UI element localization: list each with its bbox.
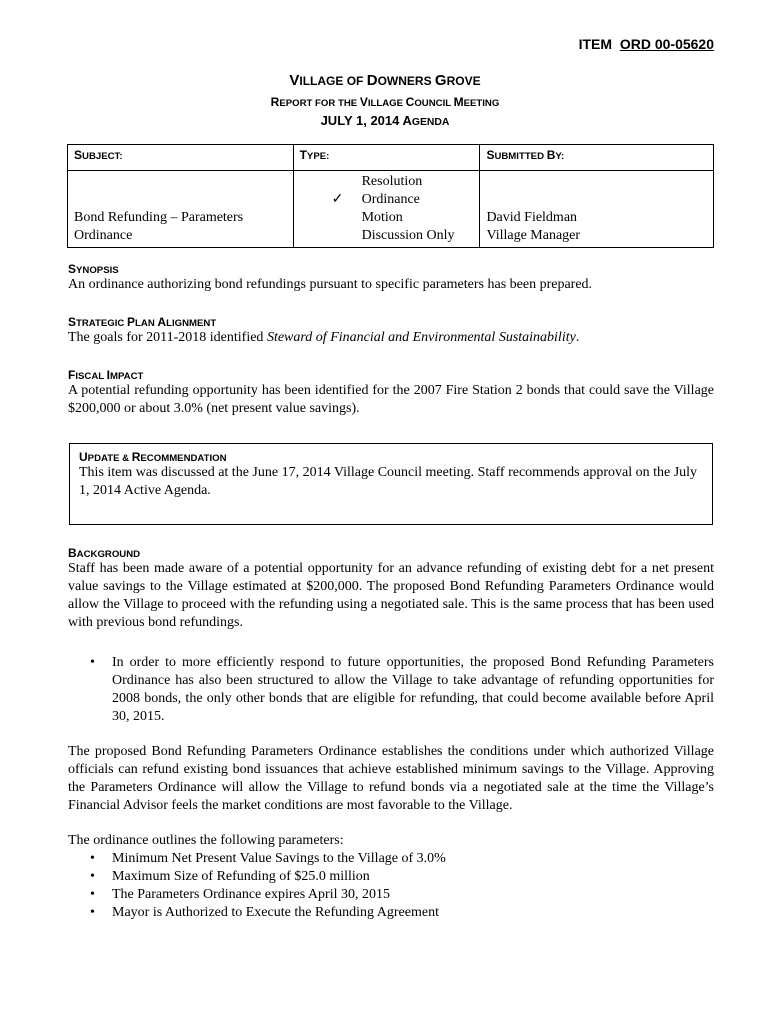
item-prefix: ITEM [578, 36, 613, 52]
background-bullet-1: • In order to more efficiently respond to future opportunities, the proposed Bond Refunding Parameters Ordinance has also been structured to allow the Village to take advantage of refunding opportunities for 2008 bonds, the only other bonds that are eligible for refunding, that could become available before April 30, 2015. [90, 654, 714, 726]
subject-cell [68, 171, 294, 248]
type-header: TYPE: [293, 145, 480, 171]
strategic-plan-title: STRATEGIC PLAN ALIGNMENT [68, 315, 217, 329]
submitted-by-header: SUBMITTED BY: [480, 145, 714, 171]
fiscal-impact-section [68, 368, 714, 418]
subject-line-2: Ordinance [74, 228, 133, 243]
info-table [67, 144, 714, 248]
type-cell [293, 171, 480, 248]
synopsis-text: An ordinance authorizing bond refundings pursuant to specific parameters has been prepared. [68, 277, 593, 292]
submitter-name: David Fieldman [486, 210, 578, 225]
strategic-plan-text: The goals for 2011-2018 identified Steward of Financial and Environmental Sustainability. [68, 330, 580, 345]
parameter-item: • Maximum Size of Refunding of $25.0 million [90, 868, 714, 886]
update-recommendation-title: UPDATE & RECOMMENDATION [79, 450, 227, 464]
background-paragraph-2: The proposed Bond Refunding Parameters Ordinance establishes the conditions under which authorized Village officials can refund existing bond issuances that achieve established minimum savings to the Village. Approving the Parameters Ordinance will allow the Village to refund bonds via a negotiated sale at the time the Village’s Financial Advisor feels the market conditions are most favorable to the Village. [68, 744, 714, 813]
synopsis-title: SYNOPSIS [68, 262, 119, 276]
info-table-header-row [68, 145, 714, 171]
submitted-by-cell [480, 171, 714, 248]
header-village-name: VILLAGE OF DOWNERS GROVE [289, 72, 481, 89]
background-section [68, 546, 714, 632]
item-code: ORD 00-05620 [619, 36, 714, 52]
parameters-list [90, 850, 714, 922]
parameter-item: • Minimum Net Present Value Savings to the Village of 3.0% [90, 850, 714, 868]
subject-header: SUBJECT: [68, 145, 294, 171]
type-option-ordinance: Ordinance [361, 192, 420, 207]
update-recommendation-text: This item was discussed at the June 17, 2014 Village Council meeting. Staff recommends approval on the July 1, 2014 Active Agenda. [79, 465, 698, 498]
fiscal-impact-text: A potential refunding opportunity has been identified for the 2007 Fire Station 2 bonds that could save the Village $200,000 or about 3.0% (net present value savings). [68, 383, 714, 416]
info-table-body-row [68, 171, 714, 248]
type-option-resolution: Resolution [361, 174, 423, 189]
parameter-item: • The Parameters Ordinance expires April 30, 2015 [90, 886, 714, 904]
header-agenda-date: JULY 1, 2014 AGENDA [320, 113, 450, 128]
type-option-motion: Motion [361, 210, 403, 225]
header-report-title: REPORT FOR THE VILLAGE COUNCIL MEETING [270, 95, 500, 109]
type-options [300, 173, 474, 245]
parameter-item: • Mayor is Authorized to Execute the Refunding Agreement [90, 904, 714, 922]
parameters-intro: The ordinance outlines the following parameters: [68, 833, 344, 848]
subject-line-1: Bond Refunding – Parameters [74, 210, 244, 225]
strategic-plan-section [68, 315, 714, 347]
type-option-discussion-only: Discussion Only [361, 228, 455, 243]
item-number [0, 36, 714, 52]
background-paragraph-1: Staff has been made aware of a potential opportunity for an advance refunding of existing debt for a net present value savings to the Village estimated at $200,000. The proposed Bond Refunding Parameters Ordinance would allow the Village to proceed with the refunding using a negotiated sale. This is the same process that has been used with previous bond refundings. [68, 561, 714, 630]
background-title: BACKGROUND [68, 546, 141, 560]
checkmark-icon: ✓ [331, 192, 344, 207]
background-bullet-list [90, 654, 714, 726]
synopsis-section [68, 262, 714, 294]
fiscal-impact-title: FISCAL IMPACT [68, 368, 144, 382]
submitter-title: Village Manager [486, 228, 581, 243]
parameters-section [68, 832, 714, 922]
update-recommendation-box [69, 443, 713, 525]
